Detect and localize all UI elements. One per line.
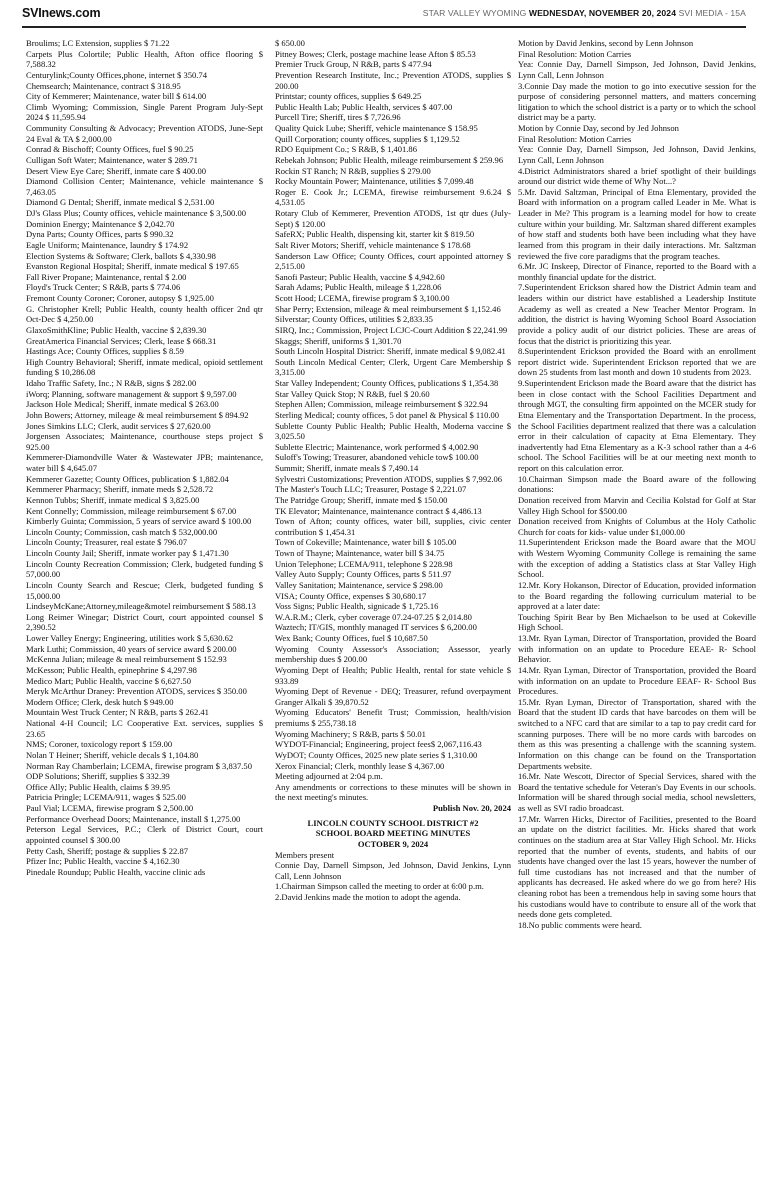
voucher-entry: Fall River Propane; Maintenance, rental $ 2.00 — [26, 271, 187, 282]
voucher-entry: Performance Overhead Doors; Maintenance, install $ 1,275.00 — [26, 813, 241, 824]
voucher-entry: GlaxoSmithKline; Public Health, vaccine $ 2,839.30 — [26, 324, 207, 335]
voucher-entry: Pfizer Inc; Public Health, vaccine $ 4,162.30 — [26, 856, 180, 867]
minutes-paragraph: 2.David Jenkins made the motion to adopt the agenda. — [275, 892, 461, 902]
minutes-paragraph: 11.Superintendent Erickson made the Board aware that the MOU with Western Wyoming Community College is remaining the same with the exception of adding a Statistics class at Star Valley High School. — [518, 537, 756, 580]
minutes-paragraph: 6.Mr. JC Inskeep, Director of Finance, reported to the Board with a monthly financial update for the district. — [518, 261, 756, 282]
voucher-entry: Election Systems & Software; Clerk, ballots $ 4,330.98 — [26, 250, 216, 261]
voucher-entry: Idaho Traffic Safety, Inc.; N R&B, signs $ 282.00 — [26, 378, 197, 388]
voucher-entry: John Bowers; Attorney, mileage & meal reimbursement $ 894.92 — [26, 409, 249, 420]
voucher-entry: SafeRX; Public Health, dispensing kit, starter kit $ 819.50 — [275, 229, 475, 240]
minutes-paragraph: 7.Superintendent Erickson shared how the District Admin team and leaders within our district have established a Leadership Institute Academy as well as created a New Teacher Mentor Program. In addition, the district is having Wyoming School Board Association provide a policy audit of our district policies. These are areas of focus that the district is prioritizing this year. — [518, 282, 756, 346]
minutes-paragraph: 10.Chairman Simpson made the Board aware of the following donations: — [518, 473, 756, 495]
voucher-entry: Rockin ST Ranch; N R&B, supplies $ 279.00 — [275, 165, 431, 176]
voucher-entry: Climb Wyoming; Commission, Single Parent Program July-Sept 2024 $ 11,595.94 — [26, 101, 263, 123]
voucher-entry: Valley Sanitation; Maintenance, service $ 298.00 — [275, 579, 443, 590]
minutes-paragraph: Final Resolution: Motion Carries — [518, 133, 632, 144]
voucher-entry: Waztech; IT/GIS, monthly managed IT services $ 6,200.00 — [275, 622, 477, 633]
voucher-entry: Kemmerer Gazette; County Offices, publication $ 1,882.04 — [26, 473, 229, 484]
minutes-paragraph: Members present — [275, 849, 335, 860]
voucher-entry: Wyoming County Assessor's Association; Assessor, yearly membership dues $ 200.00 — [275, 643, 511, 665]
minutes-paragraph: 8.Superintendent Erickson provided the Board with an enrollment report district wide. Superintendent Erickson reported that we are down 25 students from last month and down 10 students from 2023. — [518, 346, 756, 378]
minutes-paragraph: Final Resolution: Motion Carries — [518, 48, 632, 59]
voucher-entry: South Lincoln Hospital District: Sheriff, inmate medical $ 9,082.41 — [275, 346, 506, 357]
minutes-paragraph: 12.Mr. Kory Hokanson, Director of Education, provided information to the Board regarding the following curriculum material to be approved at a later date: — [518, 579, 756, 612]
voucher-entry: High Country Behavioral; Sheriff, inmate medical, opioid settlement funding $ 10,286.08 — [26, 356, 263, 378]
voucher-entry: Valley Auto Supply; County Offices, parts $ 511.97 — [275, 569, 452, 580]
minutes-paragraph: 4.District Administrators shared a brief spotlight of their buildings around our district wide theme of Why Not...? — [518, 165, 756, 187]
voucher-entry: Sanofi Pasteur; Public Health, vaccine $ 4,942.60 — [275, 271, 445, 282]
minutes-title-3: OCTOBER 9, 2024 — [357, 838, 429, 849]
site-name[interactable]: SVInews.com — [22, 6, 101, 20]
voucher-entry: Roger E. Cook Jr.; LCEMA, firewise reimbursement 9.6.24 $ 4,531.05 — [275, 186, 511, 208]
minutes-paragraph: 3.Connie Day made the motion to go into executive session for the purpose of considering personnel matters, and matters concerning litigation to which the school district is a party or to which the school district may be a party. — [518, 80, 756, 123]
voucher-entry: Centurylink;County Offices,phone, internet $ 350.74 — [26, 69, 207, 80]
minutes-paragraph: 9.Superintendent Erickson made the Board aware that the district has been in close contact with the School Facilities Department and through MGT, the consulting firm appointed on the MCER study for Etna Elementary and the Transportation Department. In the process, the School Facilities department realized that there was a calculation error in their calculation of capacity at Etna Elementary. They inadvertently had Etna Elementary as a K-3 school rather than a 4-6 school. The School Facilities will be at our meeting next month to report on this calculation error. — [518, 378, 756, 473]
voucher-entry: Modern Office; Clerk, desk hutch $ 949.00 — [26, 696, 174, 707]
voucher-entry: Printstar; county offices, supplies $ 649.25 — [275, 91, 422, 102]
voucher-entry: $ 650.00 — [275, 38, 305, 48]
voucher-entry: VISA; County Office, expenses $ 30,680.17 — [275, 590, 427, 601]
voucher-entry: Sublette Electric; Maintenance, work performed $ 4,002.90 — [275, 441, 479, 452]
voucher-entry: Suloff's Towing; Treasurer, abandoned vehicle tow$ 100.00 — [275, 452, 479, 463]
voucher-entry: Rocky Mountain Power; Maintenance, utilities $ 7,099.48 — [275, 176, 474, 187]
voucher-entry: Pitney Bowes; Clerk, postage machine lease Afton $ 85.53 — [275, 48, 476, 59]
voucher-entry: Office Ally; Public Health, claims $ 39.95 — [26, 781, 171, 792]
voucher-entry: Lincoln County Search and Rescue; Clerk, budgeted funding $ 15,000.00 — [26, 579, 263, 601]
voucher-entry: Wyoming Dept of Health; Public Health, rental for state vehicle $ 933.89 — [275, 664, 511, 686]
voucher-entry: Voss Signs; Public Health, signicade $ 1,725.16 — [275, 601, 439, 612]
voucher-entry: Wyoming Machinery; S R&B, parts $ 50.01 — [275, 728, 426, 739]
publish-date: Publish Nov. 20, 2024 — [432, 803, 511, 813]
voucher-entry: Premier Truck Group, N R&B, parts $ 477.94 — [275, 59, 432, 70]
voucher-entry: WYDOT-Financial; Engineering, project fees$ 2,067,116.43 — [275, 739, 482, 750]
voucher-entry: Summit; Sheriff, inmate meals $ 7,490.14 — [275, 463, 419, 473]
voucher-entry: Quality Quick Lube; Sheriff, vehicle maintenance $ 158.95 — [275, 123, 478, 133]
voucher-entry: Sublette County Public Health; Public Health, Moderna vaccine $ 3,025.50 — [275, 420, 511, 442]
voucher-entry: Jones Simkins LLC; Clerk, audit services $ 27,620.00 — [26, 420, 211, 431]
voucher-entry: Mountain West Truck Center; N R&B, parts $ 262.41 — [26, 707, 209, 718]
minutes-paragraph: 15.Mr. Ryan Lyman, Director of Transportation, shared with the Board that the student ID cards that have barcodes on them will be switched to a NFC card that are similar to a tap to pay credit card for scanning purposes. There will be no more cards with barcodes on them as this was presenting a challenge with the scanning system. Information on this change can be found on the Transportation Departments website. — [518, 696, 756, 771]
minutes-paragraph: Motion by Connie Day, second by Jed Johnson — [518, 123, 679, 133]
voucher-entry: Diamond G Dental; Sheriff, inmate medical $ 2,531.00 — [26, 197, 215, 208]
voucher-entry: Town of Thayne; Maintenance, water bill $ 34.75 — [275, 548, 445, 558]
voucher-entry: Jackson Hole Medical; Sheriff, inmate medical $ 263.00 — [26, 399, 219, 410]
voucher-entry: Wyoming Dept of Revenue - DEQ; Treasurer, refund overpayment Granger Alkali $ 39,870.52 — [275, 686, 511, 707]
minutes-paragraph: 17.Mr. Warren Hicks, Director of Facilities, presented to the Board an update on the district facilities. Mr. Hicks shared that work continues on the stadium area at Star Valley High School. Mr. Hicks reported that the number of events, students, and habits of our students have changed over the last 15 years, however the number of full time custodians has not increased and that the number of applicants has decreased. He asked where do we go from here? His cleaning robot has been a tremendous help in saving some hours that his custodians would have to contribute to ensure all of the work that needs done gets completed. — [518, 813, 756, 920]
voucher-entry: Dyna Parts; County Offices, parts $ 990.32 — [26, 229, 174, 240]
voucher-entry: Kimberly Guinta; Commission, 5 years of service award $ 100.00 — [26, 516, 252, 527]
minutes-paragraph: 1.Chairman Simpson called the meeting to order at 6:00 p.m. — [275, 881, 484, 892]
voucher-entry: G. Christopher Krell; Public Health, county health officer 2nd qtr Oct-Dec $ 4,250.00 — [26, 303, 263, 325]
voucher-entry: Paul Vial; LCEMA, firewise program $ 2,500.00 — [26, 803, 194, 813]
minutes-paragraph: Donation received from Marvin and Cecilia Kolstad for Golf at Star Valley High School for $500.00 — [518, 494, 756, 516]
column-2 — [275, 38, 511, 1183]
voucher-entry: Sarah Adams; Public Health, mileage $ 1,228.06 — [275, 282, 442, 293]
minutes-title-2: SCHOOL BOARD MEETING MINUTES — [315, 828, 471, 839]
voucher-entry: Carpets Plus Colortile; Public Health, Afton office flooring $ 7,588.32 — [26, 48, 263, 70]
voucher-entry: National 4-H Council; LC Cooperative Ext. services, supplies $ 23.65 — [26, 718, 263, 739]
voucher-entry: Dominion Energy; Maintenance $ 2,042.70 — [26, 218, 175, 229]
voucher-entry: Wyoming Educators' Benefit Trust; Commission, health/vision premiums $ 255,738.18 — [275, 707, 511, 728]
voucher-entry: Conrad & Bischoff; County Offices, fuel $ 90.25 — [26, 144, 194, 155]
voucher-entry: ODP Solutions; Sheriff, supplies $ 332.39 — [26, 771, 170, 782]
voucher-entry: Sanderson Law Office; County Offices, court appointed attorney $ 2,515.00 — [275, 250, 511, 272]
minutes-paragraph: Motion by David Jenkins, second by Lenn Johnson — [518, 38, 694, 48]
voucher-entry: Meeting adjourned at 2:04 p.m. — [275, 771, 383, 782]
minutes-paragraph: Yea: Connie Day, Darnell Simpson, Jed Johnson, David Jenkins, Lynn Call, Lenn Johnson — [518, 144, 756, 165]
voucher-entry: Sterling Medical; county offices, 5 dot panel & Physical $ 110.00 — [275, 409, 500, 420]
voucher-entry: Xerox Financial; Clerk, monthly lease $ 4,367.00 — [275, 760, 445, 771]
voucher-entry: City of Kemmerer; Maintenance, water bill $ 614.00 — [26, 91, 207, 102]
voucher-entry: Lincoln County Jail; Sheriff, inmate worker pay $ 1,471.30 — [26, 548, 229, 558]
voucher-entry: Town of Cokeville; Maintenance, water bill $ 105.00 — [275, 537, 457, 548]
page-header — [22, 4, 746, 28]
voucher-entry: McKenna Julian; mileage & meal reimbursement $ 152.93 — [26, 654, 227, 665]
voucher-entry: Scott Hood; LCEMA, firewise program $ 3,100.00 — [275, 293, 450, 303]
voucher-entry: GreatAmerica Financial Services; Clerk, lease $ 668.31 — [26, 335, 217, 346]
voucher-entry: Peterson Legal Services, P.C.; Clerk of District Court, court appointed counsel $ 300.00 — [26, 824, 263, 845]
dateline-page: SVI MEDIA - 15A — [678, 8, 746, 18]
voucher-entry: Long Reimer Winegar; District Court, court appointed counsel $ 2,390.52 — [26, 611, 263, 633]
voucher-entry: South Lincoln Medical Center; Clerk, Urgent Care Membership $ 3,315.00 — [275, 356, 511, 378]
voucher-entry: Community Consulting & Advocacy; Prevention ATODS, June-Sept 24 Eval & TA $ 2,000.00 — [26, 123, 263, 144]
column-3-minutes — [518, 38, 756, 1183]
voucher-entry: WyDOT; County Offices, 2025 new plate series $ 1,310.00 — [275, 749, 478, 760]
voucher-entry: The Patridge Group; Sheriff, inmate med $ 150.00 — [275, 494, 448, 505]
voucher-entry: Lincoln County Recreation Commission; Clerk, budgeted funding $ 57,000.00 — [26, 558, 263, 580]
voucher-entry: Patricia Pringle; LCEMA/911, wages $ 525.00 — [26, 792, 186, 803]
column-1-vouchers — [26, 38, 263, 1183]
voucher-entry: Wex Bank; County Offices, fuel $ 10,687.50 — [275, 633, 428, 643]
minutes-opening — [275, 850, 511, 903]
voucher-entry: Shar Perry; Extension, mileage & meal reimbursement $ 1,152.46 — [275, 303, 501, 314]
voucher-entry: Jorgensen Associates; Maintenance, courthouse steps project $ 925.00 — [26, 431, 263, 452]
minutes-title-1: LINCOLN COUNTY SCHOOL DISTRICT #2 — [307, 817, 479, 828]
voucher-entry: Sylvestri Customizations; Prevention ATODS, supplies $ 7,992.06 — [275, 473, 503, 484]
voucher-entry: RDO Equipment Co.; S R&B, $ 1,401.86 — [275, 144, 417, 155]
voucher-entry: Lower Valley Energy; Engineering, utilities work $ 5,630.62 — [26, 633, 234, 643]
minutes-paragraph: 13.Mr. Ryan Lyman, Director of Transportation, provided the Board with information on an update to Procedure EEAE- R- School Behavior. — [518, 633, 756, 665]
minutes-paragraph: 16.Mr. Nate Wescott, Director of Special Services, shared with the Board the tentative schedule for Veteran's Day Events in our schools. Information will be shared through social media, school newsletters, as well as SVI radio broadcast. — [518, 771, 756, 813]
column-2-vouchers — [275, 38, 511, 803]
voucher-entry: Diamond Collision Center; Maintenance, vehicle maintenance $ 7,463.05 — [26, 176, 263, 197]
voucher-entry: iWorq; Planning, software management & support $ 9,597.00 — [26, 388, 237, 399]
voucher-entry: Kennon Tubbs; Sheriff, inmate medical $ 3,825.00 — [26, 494, 200, 505]
voucher-entry: Prevention Research Institute, Inc.; Prevention ATODS, supplies $ 200.00 — [275, 69, 511, 91]
voucher-entry: Petty Cash, Sheriff; postage & supplies $ 22.87 — [26, 845, 188, 856]
voucher-entry: Salt River Motors; Sheriff, vehicle maintenance $ 178.68 — [275, 239, 471, 250]
voucher-entry: Fremont County Coroner; Coroner, autopsy $ 1,925.00 — [26, 293, 214, 303]
voucher-entry: Stephen Allen; Commission, mileage reimbursement $ 322.94 — [275, 399, 488, 410]
minutes-paragraph: Touching Spirit Bear by Ben Michaelson to be used at Cokeville High School. — [518, 611, 756, 633]
voucher-entry: McKesson; Public Health, epinephrine $ 4,297.98 — [26, 664, 197, 675]
voucher-entry: Norman Ray Chamberlain; LCEMA, firewise program $ 3,837.50 — [26, 760, 252, 771]
voucher-entry: Desert View Eye Care; Sheriff, inmate care $ 400.00 — [26, 165, 207, 176]
dateline-date: WEDNESDAY, NOVEMBER 20, 2024 — [528, 8, 677, 18]
voucher-entry: SIRQ, Inc.; Commission, Project LCJC-Court Addition $ 22,241.99 — [275, 324, 508, 335]
voucher-entry: Kemmerer Pharmacy; Sheriff, inmate meds $ 2,528.72 — [26, 484, 214, 495]
voucher-entry: NMS; Coroner, toxicology report $ 159.00 — [26, 739, 173, 750]
voucher-entry: Evanston Regional Hospital; Sheriff, inmate medical $ 197.65 — [26, 261, 239, 272]
minutes-paragraph: Yea: Connie Day, Darnell Simpson, Jed Johnson, David Jenkins, Lynn Call, Lenn Johnson — [518, 59, 756, 80]
voucher-entry: LindseyMcKane;Attorney,mileage&motel reimbursement $ 588.13 — [26, 601, 256, 612]
voucher-entry: W.A.R.M.; Clerk, cyber coverage 07.24-07.25 $ 2,014.80 — [275, 611, 472, 622]
voucher-entry: Union Telephone; LCEMA/911, telephone $ 228.98 — [275, 558, 453, 569]
voucher-entry: Kemmerer-Diamondville Water & Wastewater JPB; maintenance, water bill $ 4,645.07 — [26, 452, 263, 473]
voucher-entry: Medico Mart; Public Health, vaccine $ 6,627.50 — [26, 675, 191, 686]
minutes-paragraph: 18.No public comments were heard. — [518, 919, 642, 930]
voucher-entry: Quill Corporation; county offices, supplies $ 1,129.52 — [275, 133, 460, 144]
voucher-entry: Hastings Ace; County Offices, supplies $ 8.59 — [26, 346, 184, 357]
voucher-entry: Purcell Tire; Sheriff, tires $ 7,726.96 — [275, 112, 401, 123]
voucher-entry: Mark Luthi; Commission, 40 years of service award $ 200.00 — [26, 643, 237, 654]
voucher-entry: Town of Afton; county offices, water bill, supplies, civic center contribution $ 1,454.31 — [275, 516, 511, 537]
voucher-entry: Broulims; LC Extension, supplies $ 71.22 — [26, 38, 170, 48]
minutes-paragraph: 5.Mr. David Saltzman, Principal of Etna Elementary, provided the Board with information on a program called Leader in Me. What is Leader in Me? This program is a learning model for how to create culture within your building. Mr. Saltzman shared different examples of how staff and students both have been including what they have learned from this program in their daily interactions. Mr. Saltzman reviewed the five core paradigms that the program teaches. — [518, 186, 756, 261]
voucher-entry: Silverstar; County Offices, utilities $ 2,833.35 — [275, 314, 433, 325]
voucher-entry: The Master's Touch LLC; Treasurer, Postage $ 2,221.07 — [275, 484, 467, 495]
voucher-entry: Skaggs; Sheriff, uniforms $ 1,301.70 — [275, 335, 402, 346]
voucher-entry: Star Valley Quick Stop; N R&B, fuel $ 20.60 — [275, 388, 430, 399]
voucher-entry: Chemsearch; Maintenance, contract $ 318.95 — [26, 80, 181, 91]
minutes-paragraph: 14.Mr. Ryan Lyman, Director of Transportation, provided the Board with information on an update to Procedure EEAF- R- School Bus Procedures. — [518, 664, 756, 697]
voucher-entry: Meryk McArthur Draney: Prevention ATODS, services $ 350.00 — [26, 686, 247, 697]
voucher-entry: Culligan Soft Water; Maintenance, water $ 289.71 — [26, 154, 198, 165]
minutes-paragraph: Donation received from Knights of Columbus at the Holy Catholic Church for coats for kids- value under $1,000.00 — [518, 516, 756, 537]
voucher-entry: TK Elevator; Maintenance, maintenance contract $ 4,486.13 — [275, 505, 482, 516]
voucher-entry: Star Valley Independent; County Offices, publications $ 1,354.38 — [275, 378, 499, 388]
voucher-entry: Any amendments or corrections to these minutes will be shown in the next meeting's minutes. — [275, 781, 511, 803]
voucher-entry: DJ's Glass Plus; County offices, vehicle maintenance $ 3,500.00 — [26, 208, 247, 218]
voucher-entry: Pinedale Roundup; Public Health, vaccine clinic ads — [26, 866, 206, 877]
voucher-entry: Eagle Uniform; Maintenance, laundry $ 174.92 — [26, 239, 189, 250]
voucher-entry: Kent Connelly; Commission, mileage reimbursement $ 67.00 — [26, 505, 237, 516]
voucher-entry: Lincoln County; Commission, cash match $ 532,000.00 — [26, 526, 218, 537]
voucher-entry: Rotary Club of Kemmerer, Prevention ATODS, 1st qtr dues (July-Sept) $ 120.00 — [275, 208, 511, 229]
minutes-paragraph: Connie Day, Darnell Simpson, Jed Johnson, David Jenkins, Lynn Call, Lenn Johnson — [275, 860, 511, 881]
voucher-entry: Lincoln County; Treasurer, real estate $ 796.07 — [26, 537, 188, 548]
voucher-entry: Floyd's Truck Center; S R&B, parts $ 774.06 — [26, 282, 181, 293]
voucher-entry: Public Health Lab; Public Health, services $ 407.00 — [275, 101, 453, 112]
voucher-entry: Rebekah Johnson; Public Health, mileage reimbursement $ 259.96 — [275, 154, 504, 165]
voucher-entry: Nolan T Heiner; Sheriff, vehicle decals $ 1,104.80 — [26, 749, 199, 760]
dateline-location: STAR VALLEY WYOMING — [422, 8, 527, 18]
dateline — [423, 8, 746, 18]
